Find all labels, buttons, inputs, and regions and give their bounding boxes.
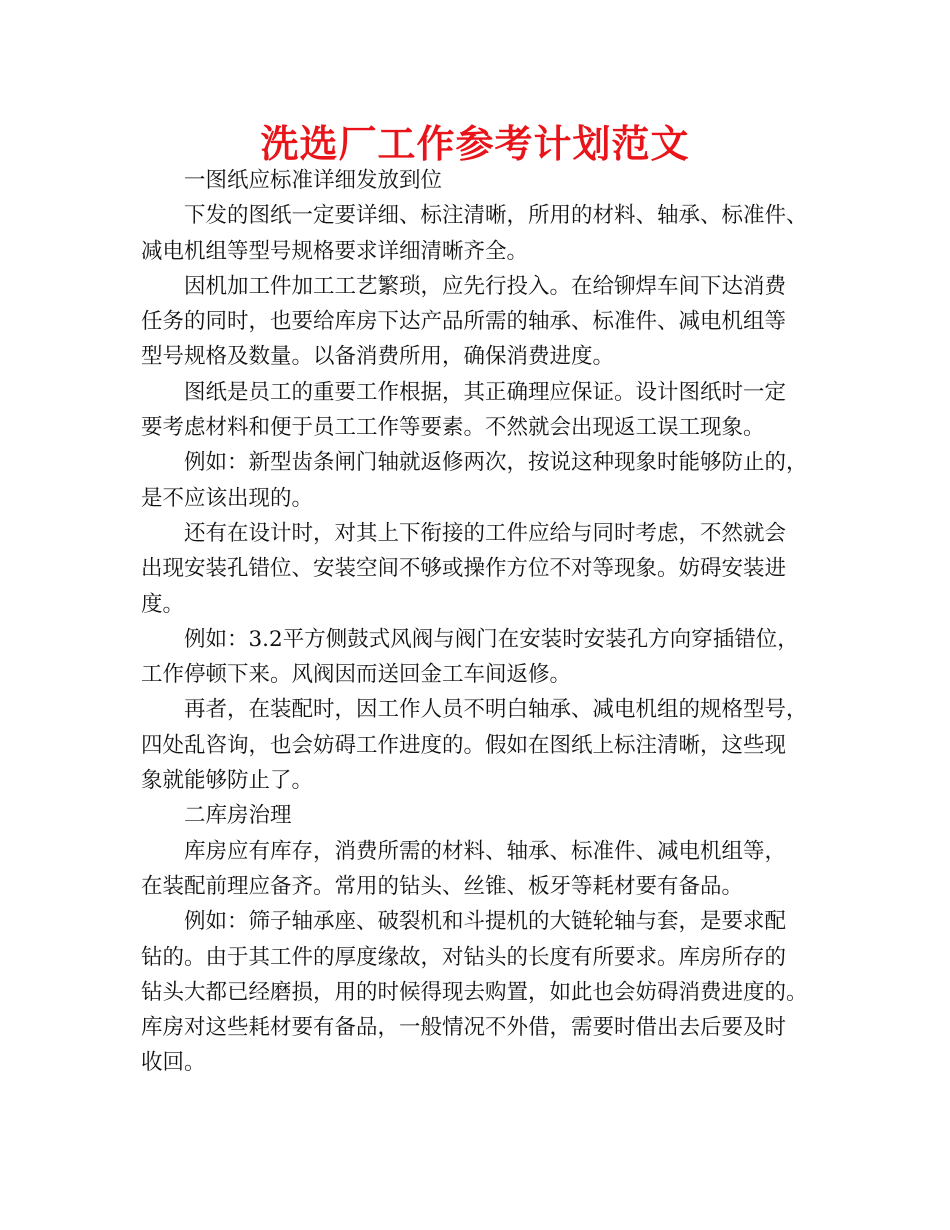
text-line: 象就能够防止了。	[141, 768, 314, 794]
text-line: 例如：3.2平方侧鼓式风阀与阀门在安装时安装孔方向穿插错位，	[184, 626, 799, 652]
text-line: 一图纸应标准详细发放到位	[184, 168, 443, 193]
text-line: 钻头大都已经磨损，用的时候得现去购置，如此也会妨碍消费进度的。	[141, 979, 808, 1005]
text-line: 下发的图纸一定要详细、标注清晰，所用的材料、轴承、标准件、	[184, 203, 808, 229]
paragraph	[141, 198, 827, 269]
text-line: 工作停顿下来。风阀因而送回金工车间返修。	[141, 662, 572, 688]
text-line: 二库房治理	[184, 803, 292, 829]
text-line: 因机加工件加工工艺繁琐，应先行投入。在给铆焊车间下达消费	[184, 273, 787, 299]
document-body	[141, 163, 827, 1081]
text-line: 四处乱咨询，也会妨碍工作进度的。假如在图纸上标注清晰，这些现	[141, 732, 787, 758]
paragraph	[141, 516, 827, 622]
text-line: 在装配前理应备齐。常用的钻头、丝锥、板牙等耗材要有备品。	[141, 873, 744, 899]
document-title: 洗选厂工作参考计划范文	[260, 122, 690, 166]
text-line: 出现安装孔错位、安装空间不够或操作方位不对等现象。妨碍安装进	[141, 556, 787, 582]
paragraph	[141, 269, 827, 375]
text-line: 减电机组等型号规格要求详细清晰齐全。	[141, 238, 529, 264]
paragraph	[141, 622, 827, 693]
paragraph	[141, 445, 827, 516]
paragraph	[141, 375, 827, 446]
paragraph	[141, 904, 827, 1080]
text-line: 库房应有库存，消费所需的材料、轴承、标准件、减电机组等，	[184, 838, 787, 864]
section-heading	[141, 798, 827, 833]
text-line: 是不应该出现的。	[141, 485, 314, 511]
text-line: 再者，在装配时，因工作人员不明白轴承、减电机组的规格型号，	[184, 697, 808, 723]
text-line: 例如：新型齿条闸门轴就返修两次，按说这种现象时能够防止的，	[184, 450, 808, 476]
text-line: 图纸是员工的重要工作根据，其正确理应保证。设计图纸时一定	[184, 379, 787, 405]
text-line: 任务的同时，也要给库房下达产品所需的轴承、标准件、减电机组等	[141, 309, 787, 335]
text-line: 钻的。由于其工件的厚度缘故，对钻头的长度有所要求。库房所存的	[141, 944, 787, 970]
paragraph	[141, 834, 827, 905]
text-line: 库房对这些耗材要有备品，一般情况不外借，需要时借出去后要及时	[141, 1015, 787, 1041]
text-line: 例如：筛子轴承座、破裂机和斗提机的大链轮轴与套，是要求配	[184, 909, 787, 935]
text-line: 收回。	[141, 1050, 206, 1076]
section-heading	[141, 163, 827, 198]
text-line: 要考虑材料和便于员工工作等要素。不然就会出现返工误工现象。	[141, 415, 765, 441]
text-line: 度。	[141, 591, 185, 617]
paragraph	[141, 692, 827, 798]
text-line: 还有在设计时，对其上下衔接的工件应给与同时考虑，不然就会	[184, 520, 787, 546]
text-line: 型号规格及数量。以备消费所用，确保消费进度。	[141, 344, 615, 370]
